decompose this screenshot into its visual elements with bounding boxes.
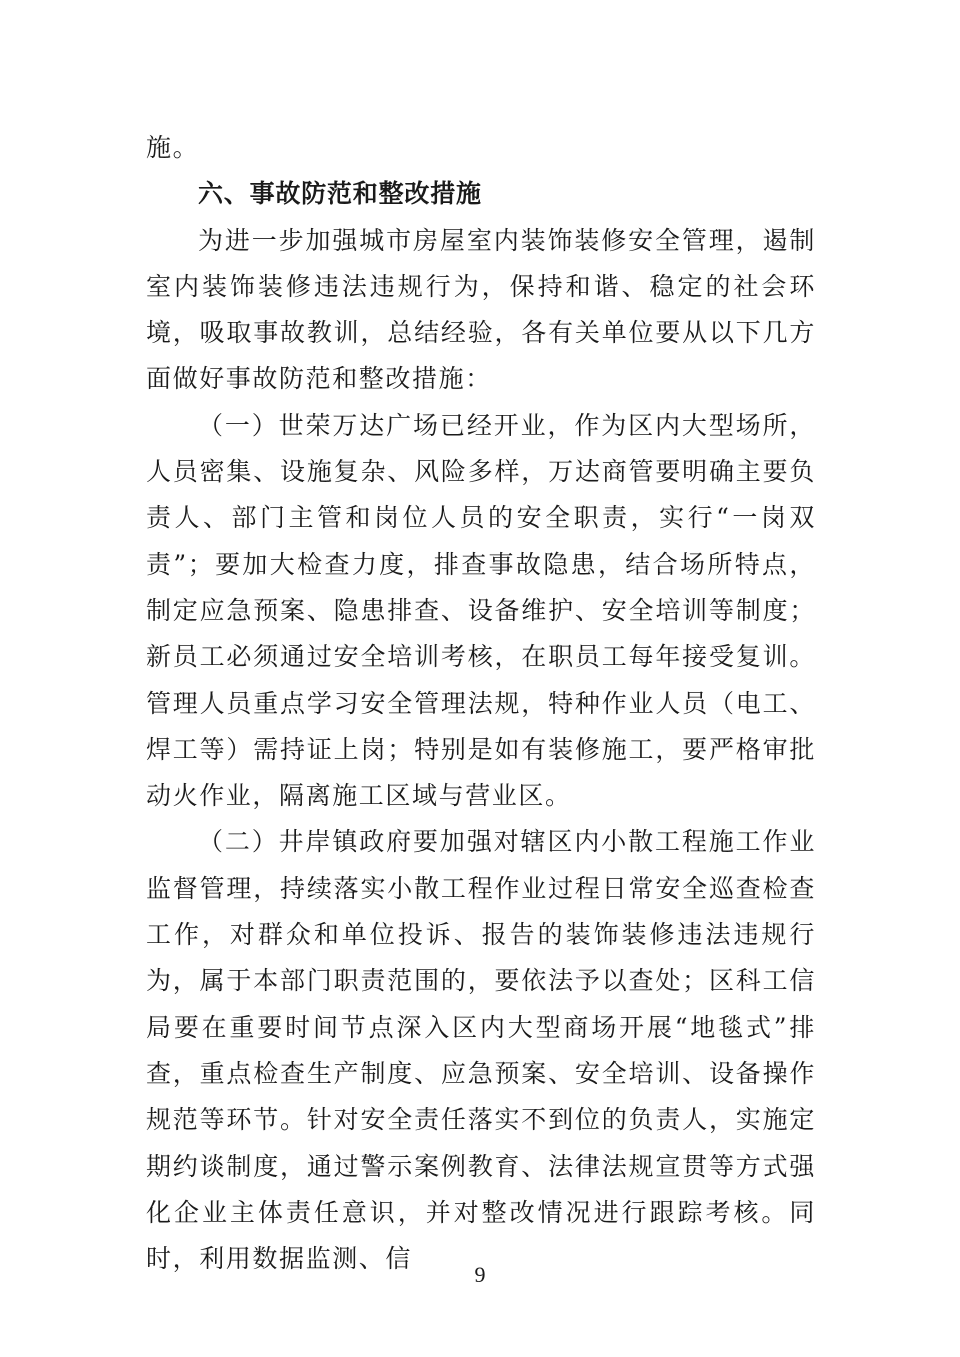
page-number: 9 — [474, 1262, 486, 1287]
measure-item-1: （一）世荣万达广场已经开业，作为区内大型场所，人员密集、设施复杂、风险多样，万达商管要明确主要负责人、部门主管和岗位人员的安全职责，实行“一岗双责”；要加大检查力度，排查事故隐患，结合场所特点，制定应急预案、隐患排查、设备维护、安全培训等制度；新员工必须通过安全培训考核，在职员工每年接受复训。管理人员重点学习安全管理法规，特种作业人员（电工、焊工等）需持证上岗；特别是如有装修施工，要严格审批动火作业，隔离施工区域与营业区。 — [146, 410, 816, 811]
page-body — [146, 125, 816, 1282]
intro-paragraph: 为进一步加强城市房屋室内装饰装修安全管理，遏制室内装饰装修违法违规行为，保持和谐、稳定的社会环境，吸取事故教训，总结经验，各有关单位要从以下几方面做好事故防范和整改措施： — [146, 225, 816, 394]
measure-item-2: （二）井岸镇政府要加强对辖区内小散工程施工作业监督管理，持续落实小散工程作业过程日常安全巡查检查工作，对群众和单位投诉、报告的装饰装修违法违规行为，属于本部门职责范围的，要依法予以查处；区科工信局要在重要时间节点深入区内大型商场开展“地毯式”排查，重点检查生产制度、应急预案、安全培训、设备操作规范等环节。针对安全责任落实不到位的负责人，实施定期约谈制度，通过警示案例教育、法律法规宣贯等方式强化企业主体责任意识，并对整改情况进行跟踪考核。同时，利用数据监测、信 — [146, 827, 816, 1274]
continuation-text: 施。 — [146, 133, 200, 162]
section-heading: 六、事故防范和整改措施 — [198, 179, 482, 209]
